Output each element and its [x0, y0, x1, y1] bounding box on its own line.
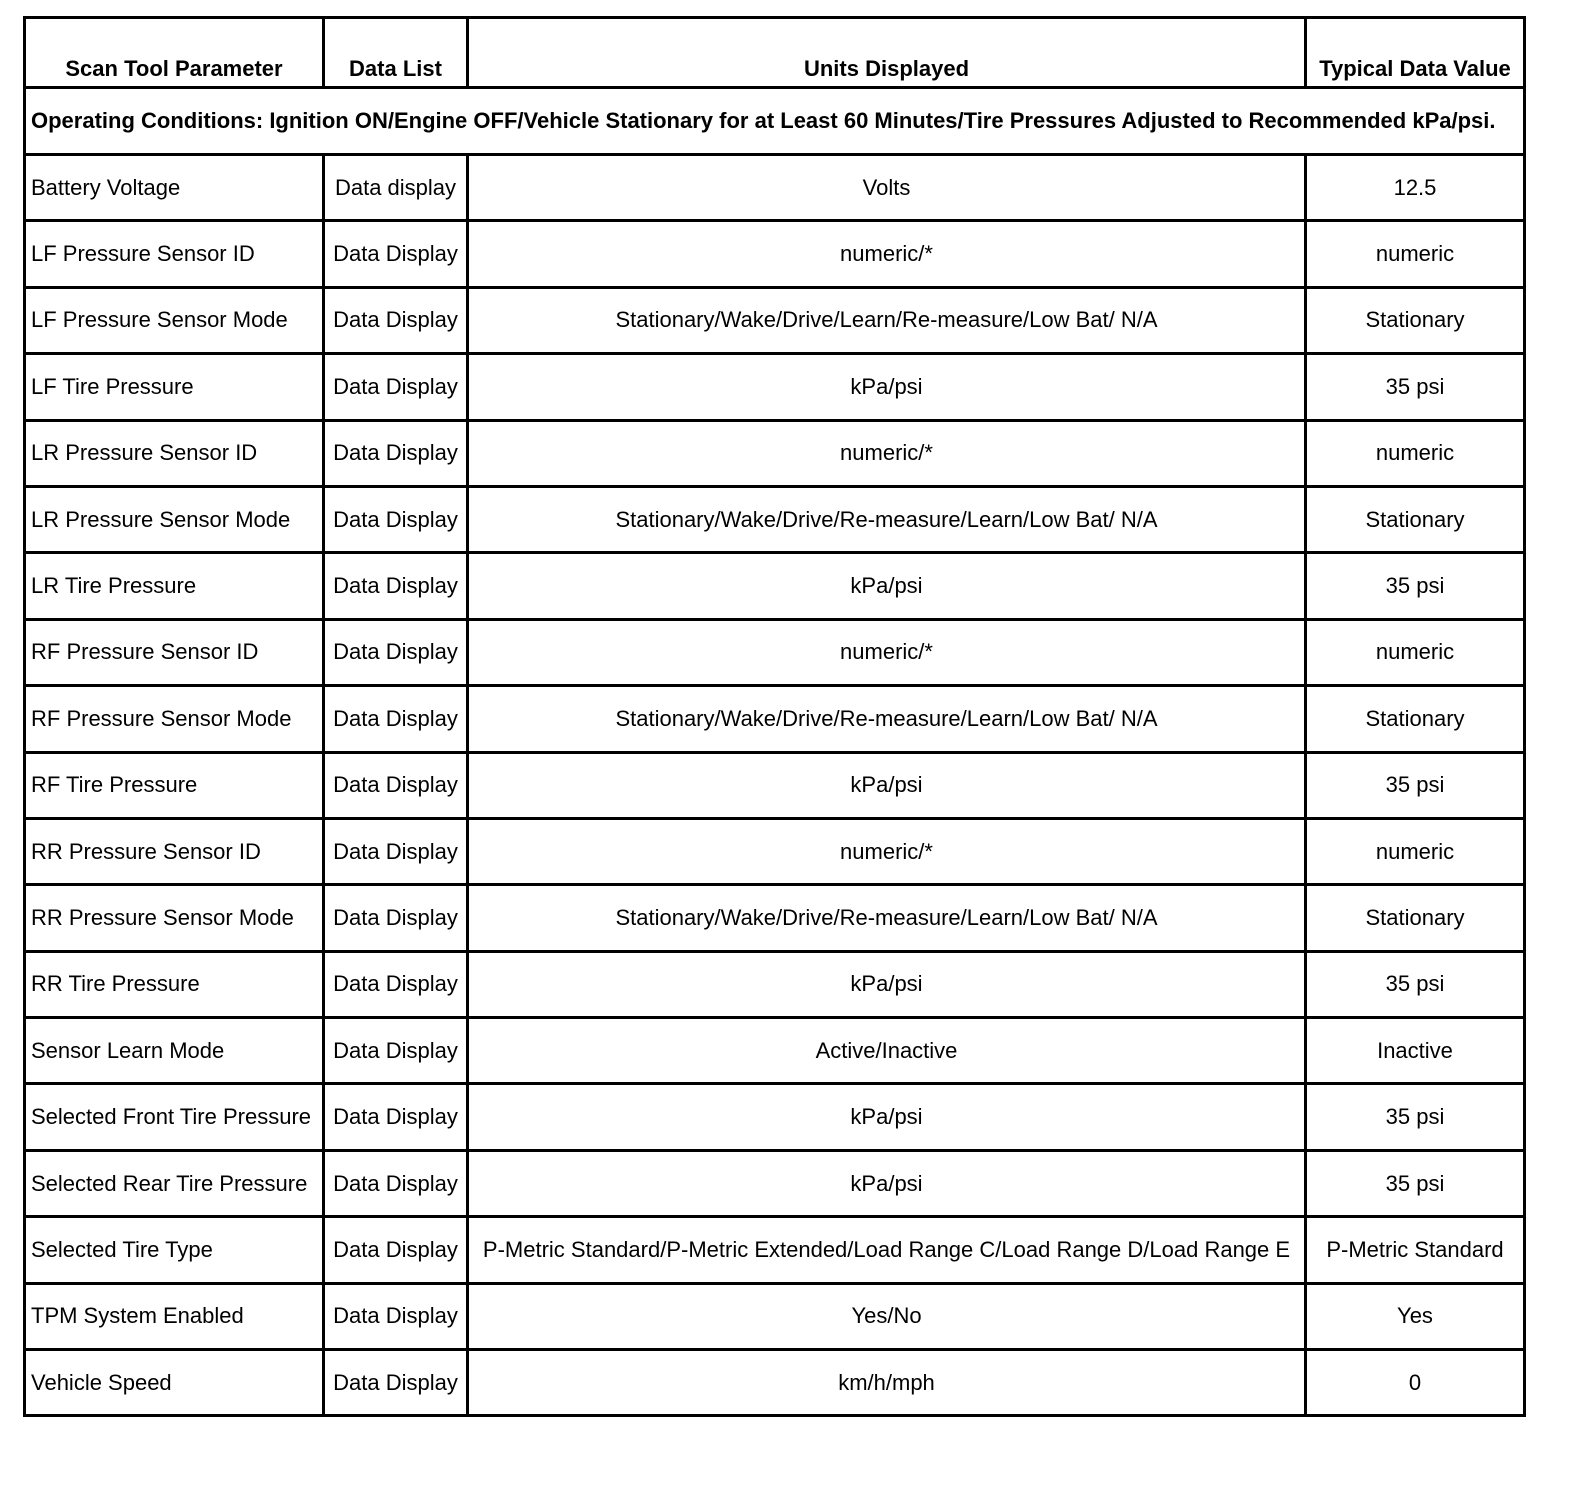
data-list-cell: Data Display [324, 1283, 468, 1349]
parameter-cell: RR Tire Pressure [25, 951, 324, 1017]
units-cell: Stationary/Wake/Drive/Re-measure/Learn/Low Bat/ N/A [468, 686, 1306, 752]
table-row [25, 155, 1525, 221]
typical-value-cell: 35 psi [1306, 553, 1525, 619]
data-list-cell: Data Display [324, 818, 468, 884]
scan-tool-data-table [23, 16, 1526, 1417]
typical-value-cell: 35 psi [1306, 752, 1525, 818]
typical-value-cell: Stationary [1306, 686, 1525, 752]
parameter-cell: LR Pressure Sensor Mode [25, 486, 324, 552]
table-row [25, 1018, 1525, 1084]
units-cell: numeric/* [468, 420, 1306, 486]
table-row [25, 885, 1525, 951]
typical-value-cell: Inactive [1306, 1018, 1525, 1084]
table-row [25, 818, 1525, 884]
units-cell: kPa/psi [468, 1150, 1306, 1216]
typical-value-cell: numeric [1306, 619, 1525, 685]
table-row [25, 1217, 1525, 1283]
table-row [25, 951, 1525, 1017]
data-list-cell: Data Display [324, 354, 468, 420]
typical-value-cell: numeric [1306, 818, 1525, 884]
parameter-cell: RF Pressure Sensor Mode [25, 686, 324, 752]
header-row [25, 18, 1525, 88]
units-cell: kPa/psi [468, 354, 1306, 420]
units-cell: numeric/* [468, 818, 1306, 884]
parameter-cell: LR Pressure Sensor ID [25, 420, 324, 486]
parameter-cell: Selected Front Tire Pressure [25, 1084, 324, 1150]
table-row [25, 287, 1525, 353]
table-row [25, 354, 1525, 420]
parameter-cell: RF Tire Pressure [25, 752, 324, 818]
typical-value-cell: 35 psi [1306, 354, 1525, 420]
table-row [25, 686, 1525, 752]
table-row [25, 1350, 1525, 1416]
header-scan-tool-parameter: Scan Tool Parameter [25, 18, 324, 88]
operating-conditions-row [25, 88, 1525, 155]
table-row [25, 1084, 1525, 1150]
units-cell: km/h/mph [468, 1350, 1306, 1416]
parameter-cell: RR Pressure Sensor Mode [25, 885, 324, 951]
table-row [25, 1150, 1525, 1216]
data-list-cell: Data display [324, 155, 468, 221]
parameter-cell: Sensor Learn Mode [25, 1018, 324, 1084]
data-list-cell: Data Display [324, 1150, 468, 1216]
units-cell: Stationary/Wake/Drive/Learn/Re-measure/Low Bat/ N/A [468, 287, 1306, 353]
typical-value-cell: 0 [1306, 1350, 1525, 1416]
units-cell: Stationary/Wake/Drive/Re-measure/Learn/Low Bat/ N/A [468, 486, 1306, 552]
header-typical-data-value: Typical Data Value [1306, 18, 1525, 88]
parameter-cell: LF Tire Pressure [25, 354, 324, 420]
header-units-displayed: Units Displayed [468, 18, 1306, 88]
parameter-cell: LF Pressure Sensor Mode [25, 287, 324, 353]
typical-value-cell: Yes [1306, 1283, 1525, 1349]
typical-value-cell: P-Metric Standard [1306, 1217, 1525, 1283]
data-list-cell: Data Display [324, 287, 468, 353]
units-cell: numeric/* [468, 221, 1306, 287]
data-list-cell: Data Display [324, 553, 468, 619]
data-list-cell: Data Display [324, 885, 468, 951]
units-cell: kPa/psi [468, 1084, 1306, 1150]
data-list-cell: Data Display [324, 420, 468, 486]
parameter-cell: Selected Tire Type [25, 1217, 324, 1283]
units-cell: kPa/psi [468, 752, 1306, 818]
units-cell: P-Metric Standard/P-Metric Extended/Load Range C/Load Range D/Load Range E [468, 1217, 1306, 1283]
units-cell: numeric/* [468, 619, 1306, 685]
units-cell: Volts [468, 155, 1306, 221]
data-list-cell: Data Display [324, 221, 468, 287]
parameter-cell: TPM System Enabled [25, 1283, 324, 1349]
typical-value-cell: Stationary [1306, 885, 1525, 951]
data-list-cell: Data Display [324, 1084, 468, 1150]
typical-value-cell: 35 psi [1306, 1150, 1525, 1216]
parameter-cell: Vehicle Speed [25, 1350, 324, 1416]
typical-value-cell: numeric [1306, 420, 1525, 486]
typical-value-cell: 35 psi [1306, 1084, 1525, 1150]
typical-value-cell: 12.5 [1306, 155, 1525, 221]
units-cell: Active/Inactive [468, 1018, 1306, 1084]
typical-value-cell: Stationary [1306, 486, 1525, 552]
table-row [25, 420, 1525, 486]
typical-value-cell: 35 psi [1306, 951, 1525, 1017]
parameter-cell: Selected Rear Tire Pressure [25, 1150, 324, 1216]
table-row [25, 619, 1525, 685]
data-list-cell: Data Display [324, 951, 468, 1017]
units-cell: kPa/psi [468, 951, 1306, 1017]
parameter-cell: RR Pressure Sensor ID [25, 818, 324, 884]
parameter-cell: RF Pressure Sensor ID [25, 619, 324, 685]
data-list-cell: Data Display [324, 619, 468, 685]
table-row [25, 553, 1525, 619]
data-list-cell: Data Display [324, 686, 468, 752]
typical-value-cell: numeric [1306, 221, 1525, 287]
table-row [25, 1283, 1525, 1349]
operating-conditions: Operating Conditions: Ignition ON/Engine OFF/Vehicle Stationary for at Least 60 Minutes/Tire Pressures Adjusted to Recommended kPa/psi. [25, 88, 1525, 155]
typical-value-cell: Stationary [1306, 287, 1525, 353]
header-data-list: Data List [324, 18, 468, 88]
table-row [25, 221, 1525, 287]
units-cell: kPa/psi [468, 553, 1306, 619]
parameter-cell: LR Tire Pressure [25, 553, 324, 619]
units-cell: Yes/No [468, 1283, 1306, 1349]
data-list-cell: Data Display [324, 1018, 468, 1084]
parameter-cell: Battery Voltage [25, 155, 324, 221]
data-list-cell: Data Display [324, 1350, 468, 1416]
data-list-cell: Data Display [324, 1217, 468, 1283]
table-row [25, 752, 1525, 818]
data-list-cell: Data Display [324, 486, 468, 552]
parameter-cell: LF Pressure Sensor ID [25, 221, 324, 287]
data-list-cell: Data Display [324, 752, 468, 818]
table-row [25, 486, 1525, 552]
units-cell: Stationary/Wake/Drive/Re-measure/Learn/Low Bat/ N/A [468, 885, 1306, 951]
